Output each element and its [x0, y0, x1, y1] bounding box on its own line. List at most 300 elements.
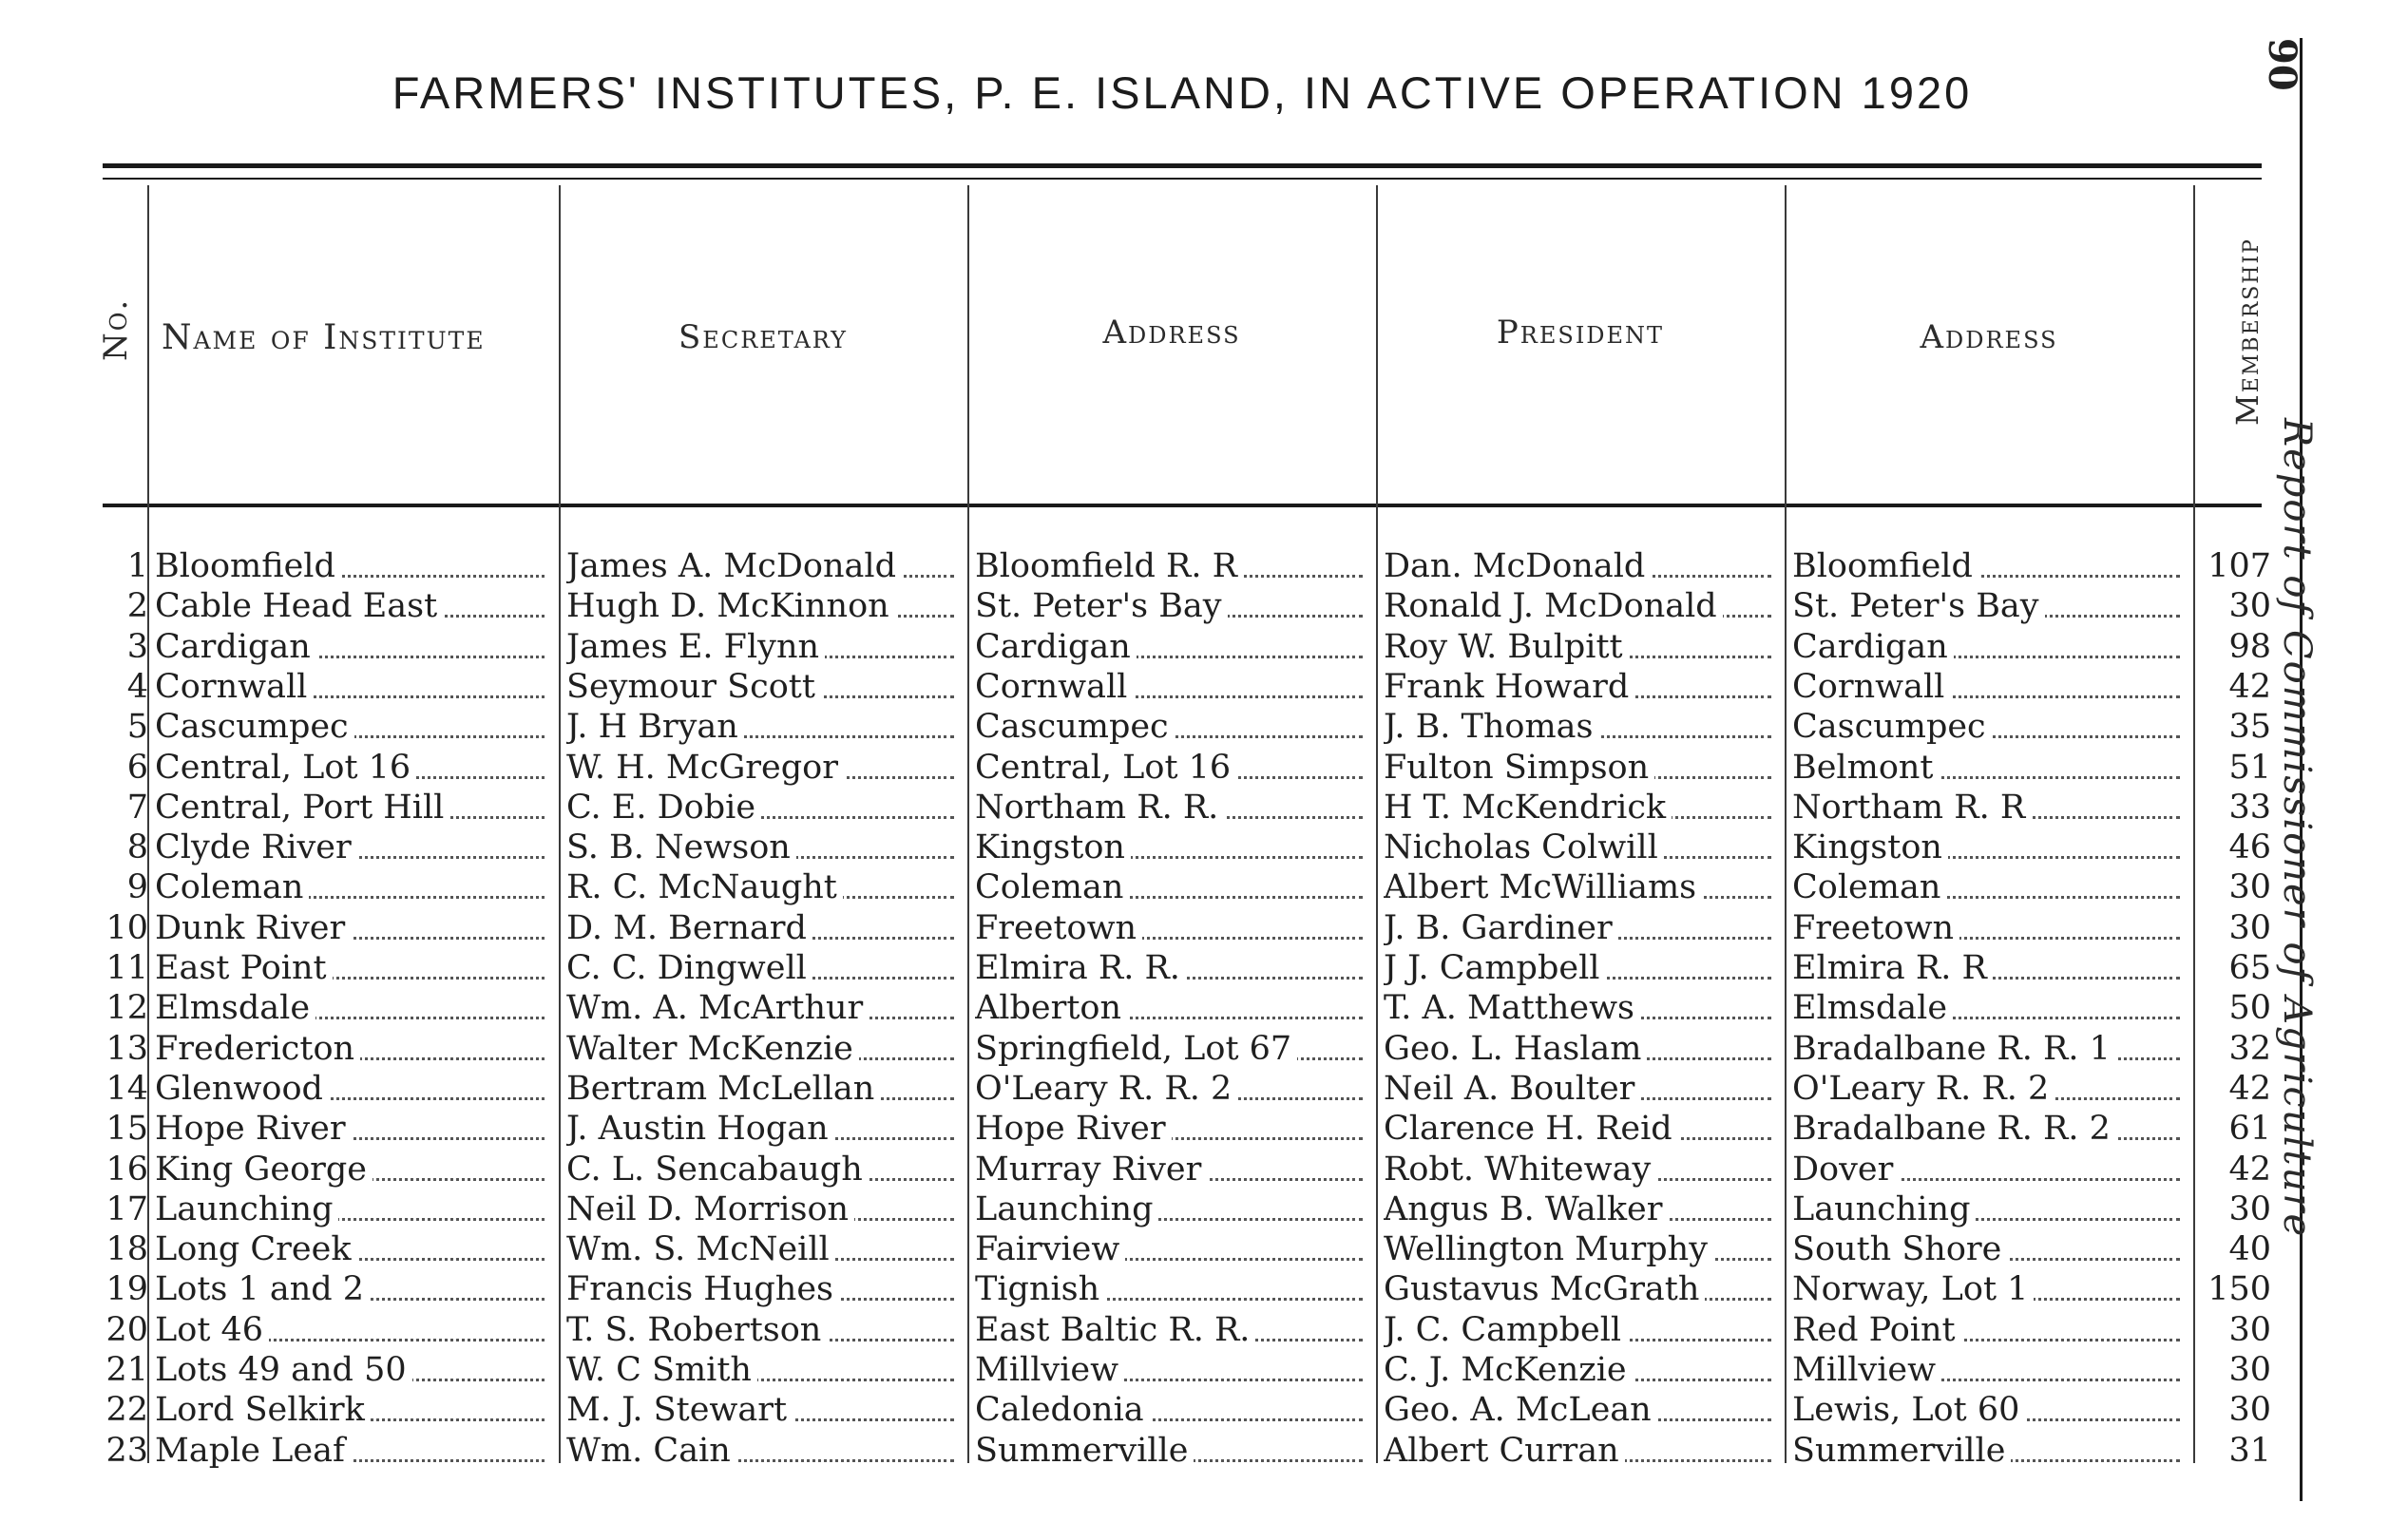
cell-text: East Point: [155, 949, 333, 987]
cell-text: Cardigan: [975, 628, 1137, 666]
cell-sec-address: [975, 667, 1372, 707]
cell-name: [155, 1229, 554, 1269]
header-secretary-address: Address: [1102, 314, 1241, 352]
row-number: 10: [105, 908, 148, 947]
cell-text: Launching: [1792, 1190, 1976, 1228]
cell-text: Bloomfield: [1792, 547, 1978, 585]
table-row: [0, 867, 2281, 907]
cell-name: [155, 867, 554, 907]
cell-text: Bradalbane R. R. 1: [1792, 1030, 2116, 1068]
table-row: [0, 1029, 2281, 1069]
header-president-address: Address: [1920, 318, 2058, 356]
cell-text: Norway, Lot 1: [1792, 1270, 2034, 1308]
cell-sec-address: [975, 586, 1372, 626]
table-row: [0, 788, 2281, 828]
cell-text: Freetown: [975, 909, 1142, 947]
cell-membership: 42: [2228, 667, 2271, 706]
cell-membership: 40: [2228, 1230, 2271, 1269]
cell-text: James E. Flynn: [566, 628, 825, 666]
cell-secretary: [566, 627, 964, 667]
cell-text: Fairview: [975, 1230, 1125, 1268]
cell-text: J. B. Thomas: [1384, 708, 1599, 746]
cell-text: Northam R. R: [1792, 789, 2031, 827]
cell-name: [155, 748, 554, 788]
cell-president: [1384, 1431, 1781, 1471]
cell-secretary: [566, 908, 964, 948]
cell-text: Glenwood: [155, 1070, 329, 1108]
table-row: [0, 1069, 2281, 1109]
cell-pres-address: [1792, 1229, 2189, 1269]
cell-text: Fulton Simpson: [1384, 749, 1654, 787]
cell-text: W. C Smith: [566, 1351, 757, 1389]
cell-text: Wm. Cain: [566, 1432, 736, 1470]
cell-text: S. B. Newson: [566, 828, 796, 866]
cell-secretary: [566, 988, 964, 1028]
cell-pres-address: [1792, 707, 2189, 747]
cell-membership: 51: [2228, 748, 2271, 787]
cell-pres-address: [1792, 828, 2189, 867]
cell-pres-address: [1792, 1350, 2189, 1390]
cell-membership: 98: [2228, 627, 2271, 666]
cell-pres-address: [1792, 1269, 2189, 1309]
cell-text: T. A. Matthews: [1384, 989, 1640, 1027]
cell-pres-address: [1792, 627, 2189, 667]
cell-text: Launching: [155, 1190, 338, 1228]
row-number: 5: [126, 708, 148, 747]
cell-pres-address: [1792, 867, 2189, 907]
cell-membership: 30: [2228, 1351, 2271, 1389]
table-row: [0, 1431, 2281, 1471]
cell-text: Nicholas Colwill: [1384, 828, 1664, 866]
cell-membership: 65: [2228, 949, 2271, 987]
cell-text: Kingston: [975, 828, 1131, 866]
cell-text: Elmsdale: [1792, 989, 1953, 1027]
cell-secretary: [566, 1390, 964, 1430]
cell-text: Hope River: [155, 1110, 352, 1148]
cell-president: [1384, 788, 1781, 828]
cell-membership: 33: [2228, 788, 2271, 827]
cell-text: Wellington Murphy: [1384, 1230, 1713, 1268]
cell-text: H T. McKendrick: [1384, 789, 1672, 827]
header-name-of-institute: Name of Institute: [162, 318, 486, 357]
cell-text: Murray River: [975, 1151, 1207, 1189]
cell-pres-address: [1792, 948, 2189, 988]
row-number: 9: [126, 868, 148, 907]
cell-sec-address: [975, 867, 1372, 907]
cell-pres-address: [1792, 546, 2189, 586]
table-row: [0, 908, 2281, 948]
cell-name: [155, 1310, 554, 1350]
cell-text: Launching: [975, 1190, 1158, 1228]
cell-president: [1384, 586, 1781, 626]
cell-name: [155, 948, 554, 988]
cell-text: Roy W. Bulpitt: [1384, 628, 1629, 666]
cell-text: Cascumpec: [1792, 708, 1992, 746]
cell-text: Dover: [1792, 1151, 1899, 1189]
cell-membership: 46: [2228, 828, 2271, 867]
cell-president: [1384, 1069, 1781, 1109]
cell-sec-address: [975, 788, 1372, 828]
cell-secretary: [566, 948, 964, 988]
cell-text: Maple Leaf: [155, 1432, 351, 1470]
cell-text: O'Leary R. R. 2: [975, 1070, 1237, 1108]
row-number: 1: [126, 547, 148, 585]
table-row: [0, 1269, 2281, 1309]
cell-text: Gustavus McGrath: [1384, 1270, 1705, 1308]
cell-text: Coleman: [155, 868, 309, 906]
cell-president: [1384, 908, 1781, 948]
cell-sec-address: [975, 1029, 1372, 1069]
cell-sec-address: [975, 1269, 1372, 1309]
cell-membership: 150: [2207, 1270, 2271, 1309]
cell-text: C. E. Dobie: [566, 789, 761, 827]
cell-text: Elmsdale: [155, 989, 315, 1027]
cell-text: Long Creek: [155, 1230, 357, 1268]
cell-text: James A. McDonald: [566, 547, 902, 585]
cell-pres-address: [1792, 1150, 2189, 1189]
cell-text: Neil D. Morrison: [566, 1190, 854, 1228]
cell-name: [155, 627, 554, 667]
cell-name: [155, 667, 554, 707]
cell-membership: 30: [2228, 1391, 2271, 1430]
cell-secretary: [566, 1109, 964, 1149]
cell-text: Cardigan: [1792, 628, 1954, 666]
cell-text: C. L. Sencabaugh: [566, 1151, 869, 1189]
cell-text: J. Austin Hogan: [566, 1110, 834, 1148]
cell-secretary: [566, 1029, 964, 1069]
cell-secretary: [566, 1431, 964, 1471]
cell-text: Geo. L. Haslam: [1384, 1030, 1647, 1068]
cell-president: [1384, 828, 1781, 867]
cell-president: [1384, 867, 1781, 907]
cell-sec-address: [975, 546, 1372, 586]
row-number: 23: [105, 1431, 148, 1470]
cell-text: O'Leary R. R. 2: [1792, 1070, 2054, 1108]
cell-sec-address: [975, 1350, 1372, 1390]
cell-text: Cable Head East: [155, 587, 443, 625]
cell-secretary: [566, 667, 964, 707]
cell-text: Summerville: [975, 1432, 1194, 1470]
cell-sec-address: [975, 1431, 1372, 1471]
cell-text: Bradalbane R. R. 2: [1792, 1110, 2116, 1148]
cell-president: [1384, 988, 1781, 1028]
cell-secretary: [566, 586, 964, 626]
cell-text: South Shore: [1792, 1230, 2007, 1268]
cell-text: J. B. Gardiner: [1384, 909, 1618, 947]
cell-membership: 31: [2228, 1431, 2271, 1470]
cell-text: Wm. S. McNeill: [566, 1230, 835, 1268]
cell-text: M. J. Stewart: [566, 1391, 793, 1429]
cell-membership: 30: [2228, 908, 2271, 947]
row-number: 7: [126, 788, 148, 827]
cell-pres-address: [1792, 1431, 2189, 1471]
cell-text: Hope River: [975, 1110, 1172, 1148]
row-number: 6: [126, 748, 148, 787]
cell-secretary: [566, 1150, 964, 1189]
page-number: 90: [2260, 38, 2304, 91]
cell-text: D. M. Bernard: [566, 909, 812, 947]
cell-pres-address: [1792, 988, 2189, 1028]
cell-secretary: [566, 1350, 964, 1390]
cell-text: T. S. Robertson: [566, 1311, 827, 1349]
table-row: [0, 748, 2281, 788]
cell-text: Lewis, Lot 60: [1792, 1391, 2025, 1429]
cell-pres-address: [1792, 586, 2189, 626]
cell-text: Kingston: [1792, 828, 1948, 866]
cell-text: East Baltic R. R.: [975, 1311, 1255, 1349]
cell-text: Cascumpec: [155, 708, 354, 746]
cell-text: Lord Selkirk: [155, 1391, 371, 1429]
cell-name: [155, 828, 554, 867]
cell-name: [155, 788, 554, 828]
cell-name: [155, 1109, 554, 1149]
cell-pres-address: [1792, 788, 2189, 828]
cell-text: King George: [155, 1151, 373, 1189]
row-number: 16: [105, 1150, 148, 1189]
cell-text: Elmira R. R: [1792, 949, 1993, 987]
cell-membership: 42: [2228, 1150, 2271, 1189]
cell-text: R. C. McNaught: [566, 868, 843, 906]
cell-name: [155, 586, 554, 626]
cell-text: Clarence H. Reid: [1384, 1110, 1678, 1148]
cell-pres-address: [1792, 748, 2189, 788]
top-rule-thin: [103, 178, 2262, 180]
cell-text: Bertram McLellan: [566, 1070, 880, 1108]
cell-text: Dunk River: [155, 909, 351, 947]
cell-text: Walter McKenzie: [566, 1030, 859, 1068]
table-row: [0, 1150, 2281, 1189]
cell-sec-address: [975, 627, 1372, 667]
cell-text: Freetown: [1792, 909, 1959, 947]
cell-text: Belmont: [1792, 749, 1940, 787]
cell-text: Coleman: [975, 868, 1129, 906]
cell-membership: 107: [2207, 547, 2271, 585]
cell-president: [1384, 1150, 1781, 1189]
cell-sec-address: [975, 988, 1372, 1028]
cell-text: Ronald J. McDonald: [1384, 587, 1723, 625]
row-number: 2: [126, 587, 148, 626]
cell-text: Frank Howard: [1384, 668, 1634, 706]
table-row: [0, 627, 2281, 667]
cell-text: Elmira R. R.: [975, 949, 1186, 987]
cell-president: [1384, 667, 1781, 707]
cell-text: Coleman: [1792, 868, 1946, 906]
cell-secretary: [566, 1189, 964, 1229]
table-row: [0, 1310, 2281, 1350]
cell-membership: 32: [2228, 1029, 2271, 1068]
cell-membership: 61: [2228, 1110, 2271, 1149]
row-number: 15: [105, 1110, 148, 1149]
cell-text: Alberton: [975, 989, 1127, 1027]
cell-text: Seymour Scott: [566, 668, 821, 706]
cell-name: [155, 1390, 554, 1430]
cell-secretary: [566, 867, 964, 907]
header-membership: Membership: [2229, 238, 2265, 426]
header-secretary: Secretary: [678, 318, 848, 356]
cell-president: [1384, 1189, 1781, 1229]
cell-text: Francis Hughes: [566, 1270, 839, 1308]
row-number: 19: [105, 1270, 148, 1309]
cell-text: C. C. Dingwell: [566, 949, 812, 987]
cell-secretary: [566, 1069, 964, 1109]
cell-secretary: [566, 1310, 964, 1350]
cell-text: W. H. McGregor: [566, 749, 844, 787]
table-row: [0, 707, 2281, 747]
row-number: 21: [105, 1351, 148, 1389]
cell-sec-address: [975, 828, 1372, 867]
row-number: 20: [105, 1310, 148, 1349]
cell-sec-address: [975, 1069, 1372, 1109]
table-row: [0, 586, 2281, 626]
cell-president: [1384, 707, 1781, 747]
cell-name: [155, 1350, 554, 1390]
cell-text: Fredericton: [155, 1030, 360, 1068]
row-number: 18: [105, 1230, 148, 1269]
table-row: [0, 1350, 2281, 1390]
cell-sec-address: [975, 948, 1372, 988]
cell-name: [155, 707, 554, 747]
table-row: [0, 667, 2281, 707]
cell-membership: 50: [2228, 989, 2271, 1028]
table-row: [0, 988, 2281, 1028]
row-number: 22: [105, 1391, 148, 1430]
cell-name: [155, 1431, 554, 1471]
cell-membership: 30: [2228, 868, 2271, 907]
cell-president: [1384, 1229, 1781, 1269]
cell-secretary: [566, 1229, 964, 1269]
row-number: 3: [126, 627, 148, 666]
cell-president: [1384, 1390, 1781, 1430]
cell-text: Red Point: [1792, 1311, 1961, 1349]
cell-text: St. Peter's Bay: [975, 587, 1228, 625]
cell-name: [155, 908, 554, 948]
cell-membership: 30: [2228, 1189, 2271, 1228]
cell-membership: 35: [2228, 708, 2271, 747]
cell-membership: 42: [2228, 1069, 2271, 1108]
cell-president: [1384, 1310, 1781, 1350]
cell-text: Central, Lot 16: [975, 749, 1236, 787]
row-number: 13: [105, 1029, 148, 1068]
cell-text: Cornwall: [1792, 668, 1950, 706]
cell-secretary: [566, 828, 964, 867]
cell-name: [155, 1189, 554, 1229]
header-president: President: [1496, 314, 1665, 352]
cell-president: [1384, 748, 1781, 788]
cell-name: [155, 1150, 554, 1189]
cell-text: Robt. Whiteway: [1384, 1151, 1656, 1189]
table-row: [0, 828, 2281, 867]
cell-sec-address: [975, 748, 1372, 788]
cell-name: [155, 988, 554, 1028]
cell-text: J. H Bryan: [566, 708, 744, 746]
row-number: 8: [126, 828, 148, 867]
cell-text: Tignish: [975, 1270, 1105, 1308]
cell-text: Millview: [1792, 1351, 1941, 1389]
cell-pres-address: [1792, 908, 2189, 948]
cell-president: [1384, 1029, 1781, 1069]
cell-name: [155, 1069, 554, 1109]
header-no: No.: [97, 297, 135, 361]
cell-text: Hugh D. McKinnon: [566, 587, 895, 625]
cell-secretary: [566, 707, 964, 747]
cell-text: Lot 46: [155, 1311, 269, 1349]
cell-text: Cardigan: [155, 628, 316, 666]
cell-pres-address: [1792, 1069, 2189, 1109]
cell-president: [1384, 546, 1781, 586]
cell-text: Angus B. Walker: [1384, 1190, 1668, 1228]
cell-text: Wm. A. McArthur: [566, 989, 869, 1027]
cell-text: Clyde River: [155, 828, 357, 866]
table-row: [0, 1390, 2281, 1430]
cell-text: Central, Lot 16: [155, 749, 416, 787]
cell-text: Bloomfield: [155, 547, 341, 585]
cell-secretary: [566, 748, 964, 788]
cell-president: [1384, 948, 1781, 988]
cell-sec-address: [975, 1310, 1372, 1350]
cell-sec-address: [975, 1150, 1372, 1189]
cell-text: J J. Campbell: [1384, 949, 1605, 987]
row-number: 12: [105, 989, 148, 1028]
cell-president: [1384, 1269, 1781, 1309]
cell-text: Millview: [975, 1351, 1124, 1389]
table-row: [0, 1229, 2281, 1269]
table-row: [0, 1109, 2281, 1149]
cell-text: Summerville: [1792, 1432, 2011, 1470]
cell-text: Geo. A. McLean: [1384, 1391, 1657, 1429]
top-rule-thick: [103, 163, 2262, 168]
cell-president: [1384, 1350, 1781, 1390]
cell-secretary: [566, 546, 964, 586]
cell-membership: 30: [2228, 587, 2271, 626]
cell-text: St. Peter's Bay: [1792, 587, 2045, 625]
cell-name: [155, 1029, 554, 1069]
cell-sec-address: [975, 707, 1372, 747]
table-row: [0, 948, 2281, 988]
header-bottom-rule: [103, 504, 2262, 507]
cell-pres-address: [1792, 1109, 2189, 1149]
cell-name: [155, 1269, 554, 1309]
row-number: 17: [105, 1189, 148, 1228]
cell-sec-address: [975, 1229, 1372, 1269]
cell-sec-address: [975, 1189, 1372, 1229]
cell-pres-address: [1792, 1189, 2189, 1229]
cell-text: Cornwall: [155, 668, 313, 706]
cell-text: Neil A. Boulter: [1384, 1070, 1640, 1108]
table-row: [0, 546, 2281, 586]
cell-text: Cascumpec: [975, 708, 1175, 746]
cell-name: [155, 546, 554, 586]
cell-text: Albert McWilliams: [1384, 868, 1702, 906]
row-number: 14: [105, 1069, 148, 1108]
cell-pres-address: [1792, 1310, 2189, 1350]
cell-sec-address: [975, 1109, 1372, 1149]
cell-membership: 30: [2228, 1310, 2271, 1349]
cell-text: Springfield, Lot 67: [975, 1030, 1297, 1068]
cell-pres-address: [1792, 1390, 2189, 1430]
cell-text: Lots 1 and 2: [155, 1270, 370, 1308]
side-caption: Report of Commissioner of Agriculture: [2275, 418, 2319, 1239]
cell-text: Dan. McDonald: [1384, 547, 1651, 585]
cell-secretary: [566, 788, 964, 828]
row-number: 11: [105, 949, 148, 987]
cell-president: [1384, 627, 1781, 667]
page-title: FARMERS' INSTITUTES, P. E. ISLAND, IN ACTIVE OPERATION 1920: [392, 67, 1973, 118]
cell-sec-address: [975, 908, 1372, 948]
cell-pres-address: [1792, 1029, 2189, 1069]
cell-text: J. C. Campbell: [1384, 1311, 1627, 1349]
cell-text: C. J. McKenzie: [1384, 1351, 1633, 1389]
cell-pres-address: [1792, 667, 2189, 707]
